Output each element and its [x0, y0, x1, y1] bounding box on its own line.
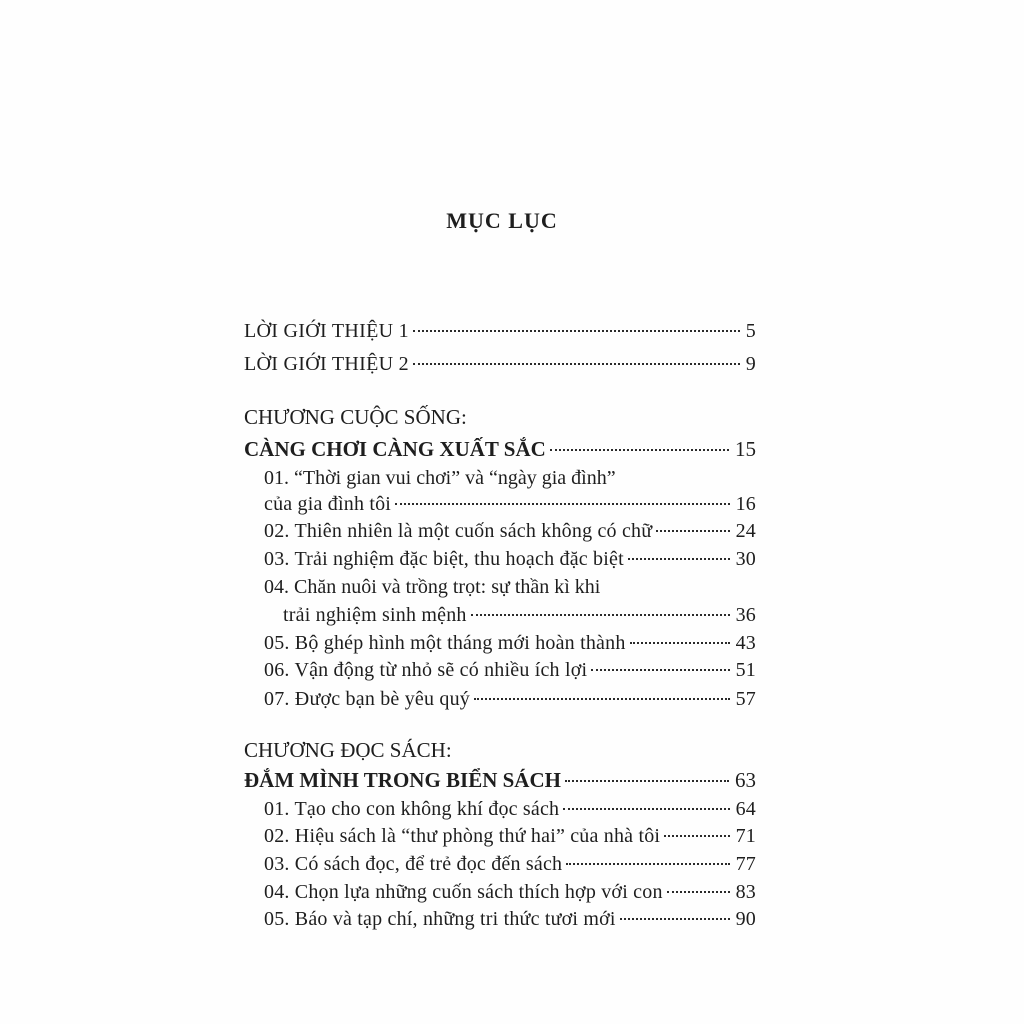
toc-entry-label: 07. Được bạn bè yêu quý	[264, 688, 470, 710]
toc-page-number: 77	[735, 853, 756, 875]
toc-entry-label: LỜI GIỚI THIỆU 1	[244, 320, 409, 342]
toc-entry[interactable]	[264, 906, 756, 932]
dot-leader	[395, 503, 730, 505]
toc-entry-label: 02. Thiên nhiên là một cuốn sách không có chữ	[264, 520, 653, 542]
chapter-title: ĐẮM MÌNH TRONG BIỂN SÁCH	[244, 768, 561, 792]
toc-entry-intro-2[interactable]	[244, 351, 756, 377]
toc-page-number: 24	[735, 520, 756, 542]
toc-entry-label: LỜI GIỚI THIỆU 2	[244, 353, 409, 375]
toc-page-number: 71	[735, 825, 756, 847]
toc-entry-label: 01. Tạo cho con không khí đọc sách	[264, 798, 560, 820]
toc-entry-label: 03. Có sách đọc, để trẻ đọc đến sách	[264, 853, 563, 875]
toc-page-number: 57	[735, 688, 756, 710]
dot-leader	[566, 863, 729, 865]
toc-page-number: 64	[735, 798, 756, 820]
dot-leader	[413, 363, 740, 365]
toc-page-number: 5	[745, 320, 756, 342]
dot-leader	[620, 918, 730, 920]
toc-entry[interactable]	[264, 879, 756, 905]
toc-entry[interactable]	[264, 630, 756, 656]
toc-entry[interactable]	[264, 546, 756, 572]
toc-page-number: 30	[735, 548, 756, 570]
toc-page-number: 43	[735, 632, 756, 654]
dot-leader	[474, 698, 730, 700]
chapter-heading: CHƯƠNG CUỘC SỐNG:	[244, 405, 467, 429]
toc-entry-label: 02. Hiệu sách là “thư phòng thứ hai” của nhà tôi	[264, 825, 661, 847]
toc-entry-chapter-2[interactable]	[244, 767, 756, 793]
toc-entry[interactable]	[264, 657, 756, 683]
toc-page-number: 63	[735, 768, 756, 792]
dot-leader	[628, 558, 730, 560]
toc-entry-label: 05. Bộ ghép hình một tháng mới hoàn thành	[264, 632, 626, 654]
dot-leader	[656, 530, 729, 532]
toc-entry[interactable]	[264, 686, 756, 712]
dot-leader	[664, 835, 729, 837]
toc-page-number: 36	[735, 604, 756, 626]
toc-entry-label: của gia đình tôi	[264, 493, 392, 515]
toc-entry-intro-1[interactable]	[244, 318, 756, 344]
dot-leader	[591, 669, 729, 671]
dot-leader	[630, 642, 730, 644]
dot-leader	[563, 808, 729, 810]
toc-page-number: 90	[735, 908, 756, 930]
toc-page-number: 83	[735, 881, 756, 903]
toc-entry-label: 04. Chọn lựa những cuốn sách thích hợp với con	[264, 881, 663, 903]
toc-entry-label: 03. Trải nghiệm đặc biệt, thu hoạch đặc biệt	[264, 548, 624, 570]
toc-entry-line: 01. “Thời gian vui chơi” và “ngày gia đình”	[264, 467, 616, 489]
toc-entry-label: 06. Vận động từ nhỏ sẽ có nhiều ích lợi	[264, 659, 588, 681]
toc-entry-label: trải nghiệm sinh mệnh	[283, 604, 467, 626]
toc-page-number: 9	[745, 353, 756, 375]
page-title: MỤC LỤC	[446, 208, 558, 233]
toc-entry[interactable]	[264, 796, 756, 822]
toc-entry[interactable]	[283, 602, 756, 628]
toc-entry[interactable]	[264, 823, 756, 849]
toc-entry[interactable]	[264, 491, 756, 517]
toc-entry-chapter-1[interactable]	[244, 436, 756, 462]
chapter-heading: CHƯƠNG ĐỌC SÁCH:	[244, 738, 452, 762]
toc-page-number: 51	[735, 659, 756, 681]
toc-entry[interactable]	[264, 851, 756, 877]
dot-leader	[565, 780, 729, 782]
toc-entry-line: 04. Chăn nuôi và trồng trọt: sự thần kì khi	[264, 576, 601, 598]
toc-entry[interactable]	[264, 518, 756, 544]
toc-page-number: 16	[735, 493, 756, 515]
dot-leader	[667, 891, 730, 893]
dot-leader	[550, 449, 729, 451]
toc-page-number: 15	[735, 437, 756, 461]
chapter-title: CÀNG CHƠI CÀNG XUẤT SẮC	[244, 437, 546, 461]
dot-leader	[471, 614, 730, 616]
toc-entry-label: 05. Báo và tạp chí, những tri thức tươi mới	[264, 908, 616, 930]
dot-leader	[413, 330, 740, 332]
